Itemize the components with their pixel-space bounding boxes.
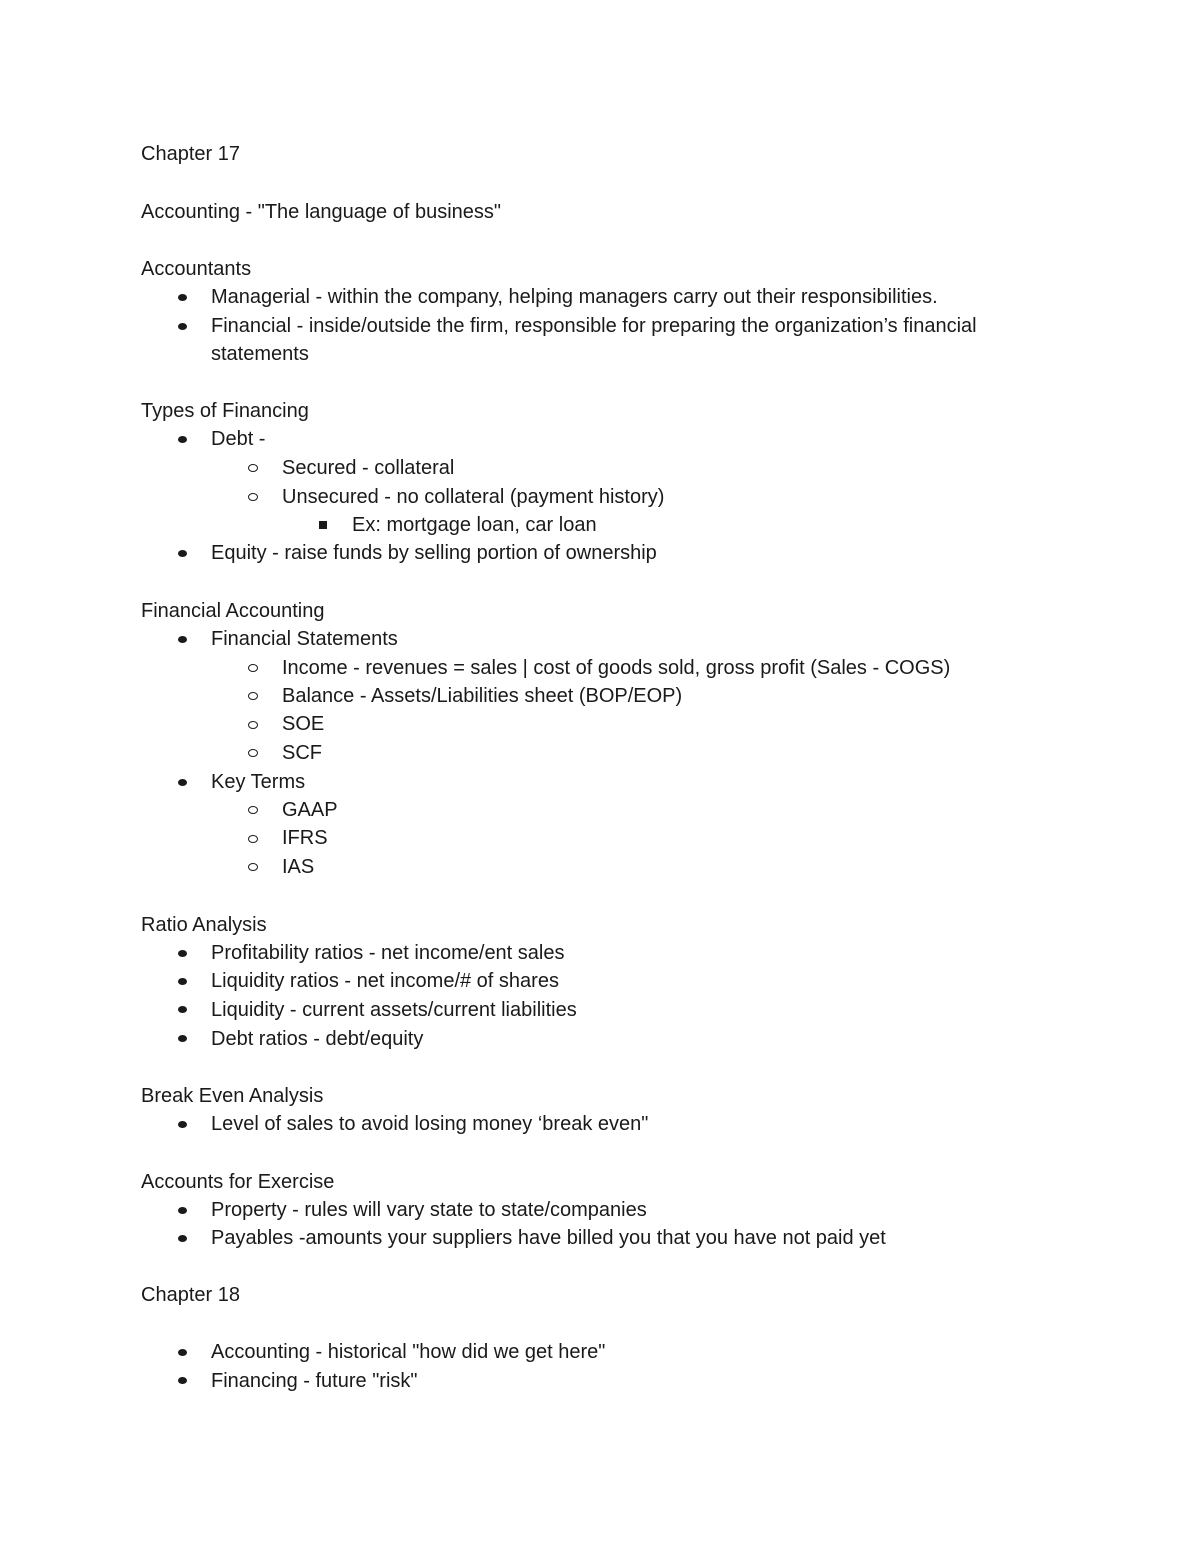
list-item-secured: Secured - collateral [282,457,455,479]
circle-bullet-icon [248,806,258,814]
accountants-heading: Accountants [141,258,252,280]
break-even-heading: Break Even Analysis [141,1085,324,1107]
list-item: Financial - inside/outside the firm, responsible for preparing the organization’s financial statements [211,315,977,365]
circle-bullet-icon [248,493,258,501]
circle-bullet-icon [248,664,258,672]
list-item-example: Ex: mortgage loan, car loan [352,514,597,536]
circle-bullet-icon [248,863,258,871]
list-item-scf: SCF [282,742,322,764]
list-item: Profitability ratios - net income/ent sales [211,942,565,964]
list-item-ifrs: IFRS [282,827,328,849]
circle-bullet-icon [248,721,258,729]
disc-bullet-icon [178,1377,187,1384]
list-item-key-terms: Key Terms [211,771,306,793]
list-item-unsecured: Unsecured - no collateral (payment history) [282,486,665,508]
list-item: Property - rules will vary state to state/companies [211,1199,647,1221]
chapter-17-title: Chapter 17 [141,143,240,165]
disc-bullet-icon [178,1235,187,1242]
disc-bullet-icon [178,779,187,786]
disc-bullet-icon [178,1207,187,1214]
list-item: Payables -amounts your suppliers have billed you that you have not paid yet [211,1227,886,1249]
list-item-gaap: GAAP [282,799,338,821]
list-item-debt: Debt - [211,428,266,450]
list-item: Managerial - within the company, helping managers carry out their responsibilities. [211,286,938,308]
list-item-statements: Financial Statements [211,628,398,650]
financial-accounting-heading: Financial Accounting [141,600,325,622]
circle-bullet-icon [248,464,258,472]
disc-bullet-icon [178,978,187,985]
disc-bullet-icon [178,1121,187,1128]
list-item: Liquidity - current assets/current liabilities [211,999,577,1021]
disc-bullet-icon [178,323,187,330]
disc-bullet-icon [178,436,187,443]
circle-bullet-icon [248,835,258,843]
circle-bullet-icon [248,749,258,757]
circle-bullet-icon [248,692,258,700]
accounts-exercise-heading: Accounts for Exercise [141,1171,335,1193]
chapter-18-title: Chapter 18 [141,1284,240,1306]
disc-bullet-icon [178,1349,187,1356]
list-item-soe: SOE [282,713,325,735]
list-item-ias: IAS [282,856,315,878]
disc-bullet-icon [178,950,187,957]
disc-bullet-icon [178,294,187,301]
list-item: Level of sales to avoid losing money ‘break even" [211,1113,649,1135]
disc-bullet-icon [178,550,187,557]
list-item: Accounting - historical "how did we get here" [211,1341,606,1363]
list-item-income: Income - revenues = sales | cost of goods sold, gross profit (Sales - COGS) [282,657,951,679]
square-bullet-icon [319,521,327,529]
list-item-equity: Equity - raise funds by selling portion of ownership [211,542,657,564]
list-item: Financing - future "risk" [211,1370,418,1392]
financing-heading: Types of Financing [141,400,309,422]
disc-bullet-icon [178,1035,187,1042]
disc-bullet-icon [178,1006,187,1013]
list-item-balance: Balance - Assets/Liabilities sheet (BOP/EOP) [282,685,683,707]
list-item: Liquidity ratios - net income/# of shares [211,970,559,992]
disc-bullet-icon [178,636,187,643]
list-item: Debt ratios - debt/equity [211,1028,424,1050]
accounting-definition: Accounting - "The language of business" [141,201,501,223]
ratio-analysis-heading: Ratio Analysis [141,914,267,936]
